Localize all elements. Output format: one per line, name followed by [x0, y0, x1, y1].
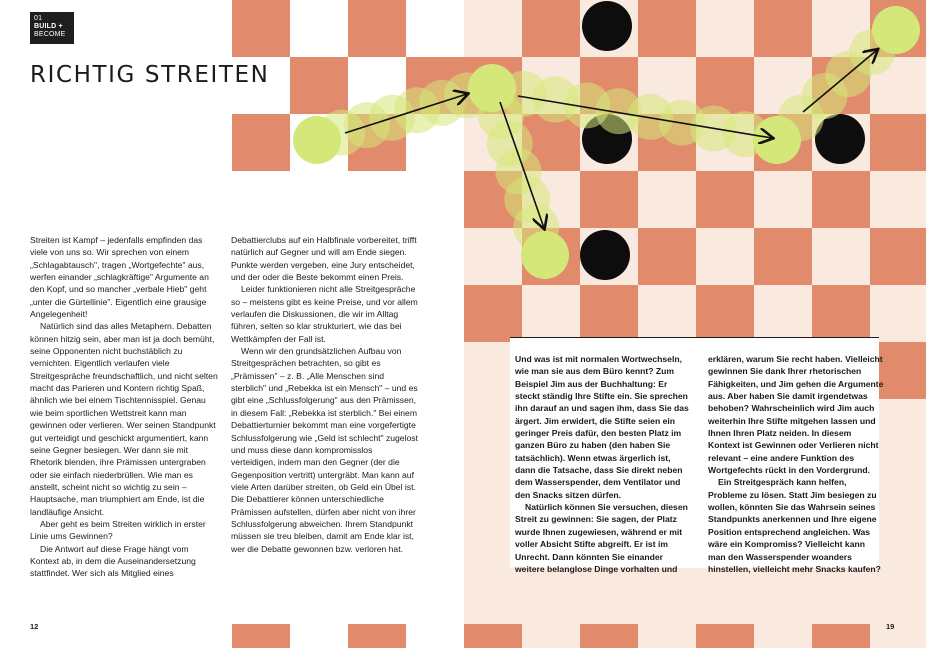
- page-number-left: 12: [30, 622, 39, 631]
- page-number-right: 19: [886, 622, 895, 631]
- lime-piece: [753, 116, 801, 164]
- body-column-1: [30, 234, 218, 580]
- paragraph: Und was ist mit normalen Wortwechseln, wie man sie aus dem Büro kennt? Zum Beispiel Jim aus der Buchhaltung: Er steckt ständig Ihre Stifte ein. Sie sprechen ihn darauf an und sagen ihm, dass Sie das ärgert. Jim erwidert, die Stifte seien ein geringer Preis dafür, den besten Platz im ganzen Büro zu haben (den haben Sie tatsächlich). Wenn etwas ärgerlich ist, dann die Tatsache, dass Sie direkt neben dem Wasserspender, dem Ventilator und den Snacks sitzen dürfen.: [515, 354, 689, 500]
- paragraph: erklären, warum Sie recht haben. Vielleicht gewinnen Sie dank Ihrer rhetorischen Fähigkeiten, und Jim gehen die Argumente aus. Aber haben Sie damit irgendetwas behoben? Wahrscheinlich wird Jim auch weiterhin Ihre Stifte mitgehen lassen und Ihnen Ihren Platz neiden. In diesem Kontext ist Gewinnen oder Verlieren nicht relevant – eine andere Funktion des Wortgefechts rückt in den Vordergrund.: [708, 354, 884, 476]
- paragraph: Debattierclubs auf ein Halbfinale vorbereitet, trifft natürlich auf Gegner und will am Ende siegen. Punkte werden vergeben, eine Jury entscheidet, und der oder die Beste bekommt einen Preis.: [231, 235, 417, 283]
- sidebar-box: [510, 337, 884, 574]
- section-name-line2: BECOME: [34, 31, 66, 38]
- black-piece: [580, 230, 630, 280]
- section-name-line1: BUILD +: [34, 23, 63, 30]
- paragraph: Leider funktionieren nicht alle Streitgespräche so – meistens gibt es keine Preise, und vor allem verlaufen die Diskussionen, die wir im Alltag führen, selten so klar strukturiert, wie das bei Wettkämpfen der Fall ist.: [231, 284, 418, 344]
- lime-piece: [521, 231, 569, 279]
- paragraph: Streiten ist Kampf – jedenfalls empfinden das viele von uns so. Wir sprechen von einem „Schlagabtausch", tragen „Wortgefechte" aus, werfen einander „schlagkräftige" Argumente an den Kopf, und so mancher „verbale Hieb" geht „unter die Gürtellinie". Eigentlich eine grausige Angelegenheit!: [30, 235, 209, 320]
- body-column-2: [231, 234, 419, 555]
- lime-piece: [293, 116, 341, 164]
- paragraph: Ein Streitgespräch kann helfen, Probleme zu lösen. Statt Jim besiegen zu wollen, könnten Sie das Wahrsein seines Standpunkts anerkennen und Ihre eigene Position entsprechend angleichen. Was wäre ein Kompromiss? Vielleicht kann man den Wasserspender woanders hinstellen, vielleicht mehr Snacks kaufen?: [708, 477, 881, 574]
- black-piece: [582, 1, 632, 51]
- paragraph: Die Antwort auf diese Frage hängt vom Kontext ab, in dem die Auseinandersetzung stattfindet. Wer sich als Mitglied eines: [30, 543, 196, 579]
- lime-piece: [872, 6, 920, 54]
- box-column-1: [515, 353, 691, 575]
- paragraph: Natürlich sind das alles Metaphern. Debatten können hitzig sein, aber man ist ja doch bemüht, seine Opponenten nicht buchstäblich zu vernichten. Eigentlich verlaufen viele Streitgespräche freundschaftlich, und nicht selten macht das Parieren und Kontern richtig Spaß, ähnlich wie bei einem Tischtennisspiel. Genau wie beim sportlichen Wettstreit kann man gewinnen oder verlieren. Wer seinen Standpunkt gut verteidigt und geschickt argumentiert, kann seine Gegner besiegen. Wer dann sie mit Rhetorik blenden, ihre Prämissen untergraben oder sie einfach niederbrüllen. Wie man es anstellt, scheint nicht so wichtig zu sein – Hauptsache, man triumphiert am Ende, ist die landläufige Ansicht.: [30, 321, 218, 517]
- section-number: 01: [34, 15, 43, 22]
- lime-piece: [468, 64, 516, 112]
- section-tag: [30, 12, 74, 44]
- article-title: RICHTIG STREITEN: [30, 62, 270, 88]
- paragraph: Wenn wir den grundsätzlichen Aufbau von Streitgesprächen betrachten, so gibt es „Prämissen" – z. B. „Alle Menschen sind sterblich" und „Rebekka ist ein Mensch" – und es gibt eine „Schlussfolgerung" aus den Prämissen, in diesem Fall: „Rebekka ist sterblich." Bei einem Debattierturnier bekommt man eine vorgefertigte Schlussfolgerung wie „Geld ist schlecht" zugelost und muss diese dann kompromisslos verteidigen, indem man den Gegner (der die Gegenposition vertritt) untergräbt. Man kann auf viele Arten darüber streiten, ob Geld ein Übel ist. Die Debattierer können unterschiedliche Prämissen aufstellen, dürfen aber nicht von ihrer Schlussfolgerung abweichen. Ihrem Standpunkt müssen sie treu bleiben, damit am Ende klar ist, wer die Debatte gewonnen bzw. verloren hat.: [231, 346, 418, 554]
- box-column-2: [708, 353, 884, 575]
- paragraph: Natürlich können Sie versuchen, diesen Streit zu gewinnen: Sie sagen, der Platz wurde Ihnen zugewiesen, während er mit voller Absicht Stifte abgreift. Er ist im Unrecht. Dann könnten Sie einander weitere belanglose Dinge vorhalten und: [515, 502, 688, 574]
- paragraph: Aber geht es beim Streiten wirklich in erster Linie ums Gewinnen?: [30, 518, 206, 542]
